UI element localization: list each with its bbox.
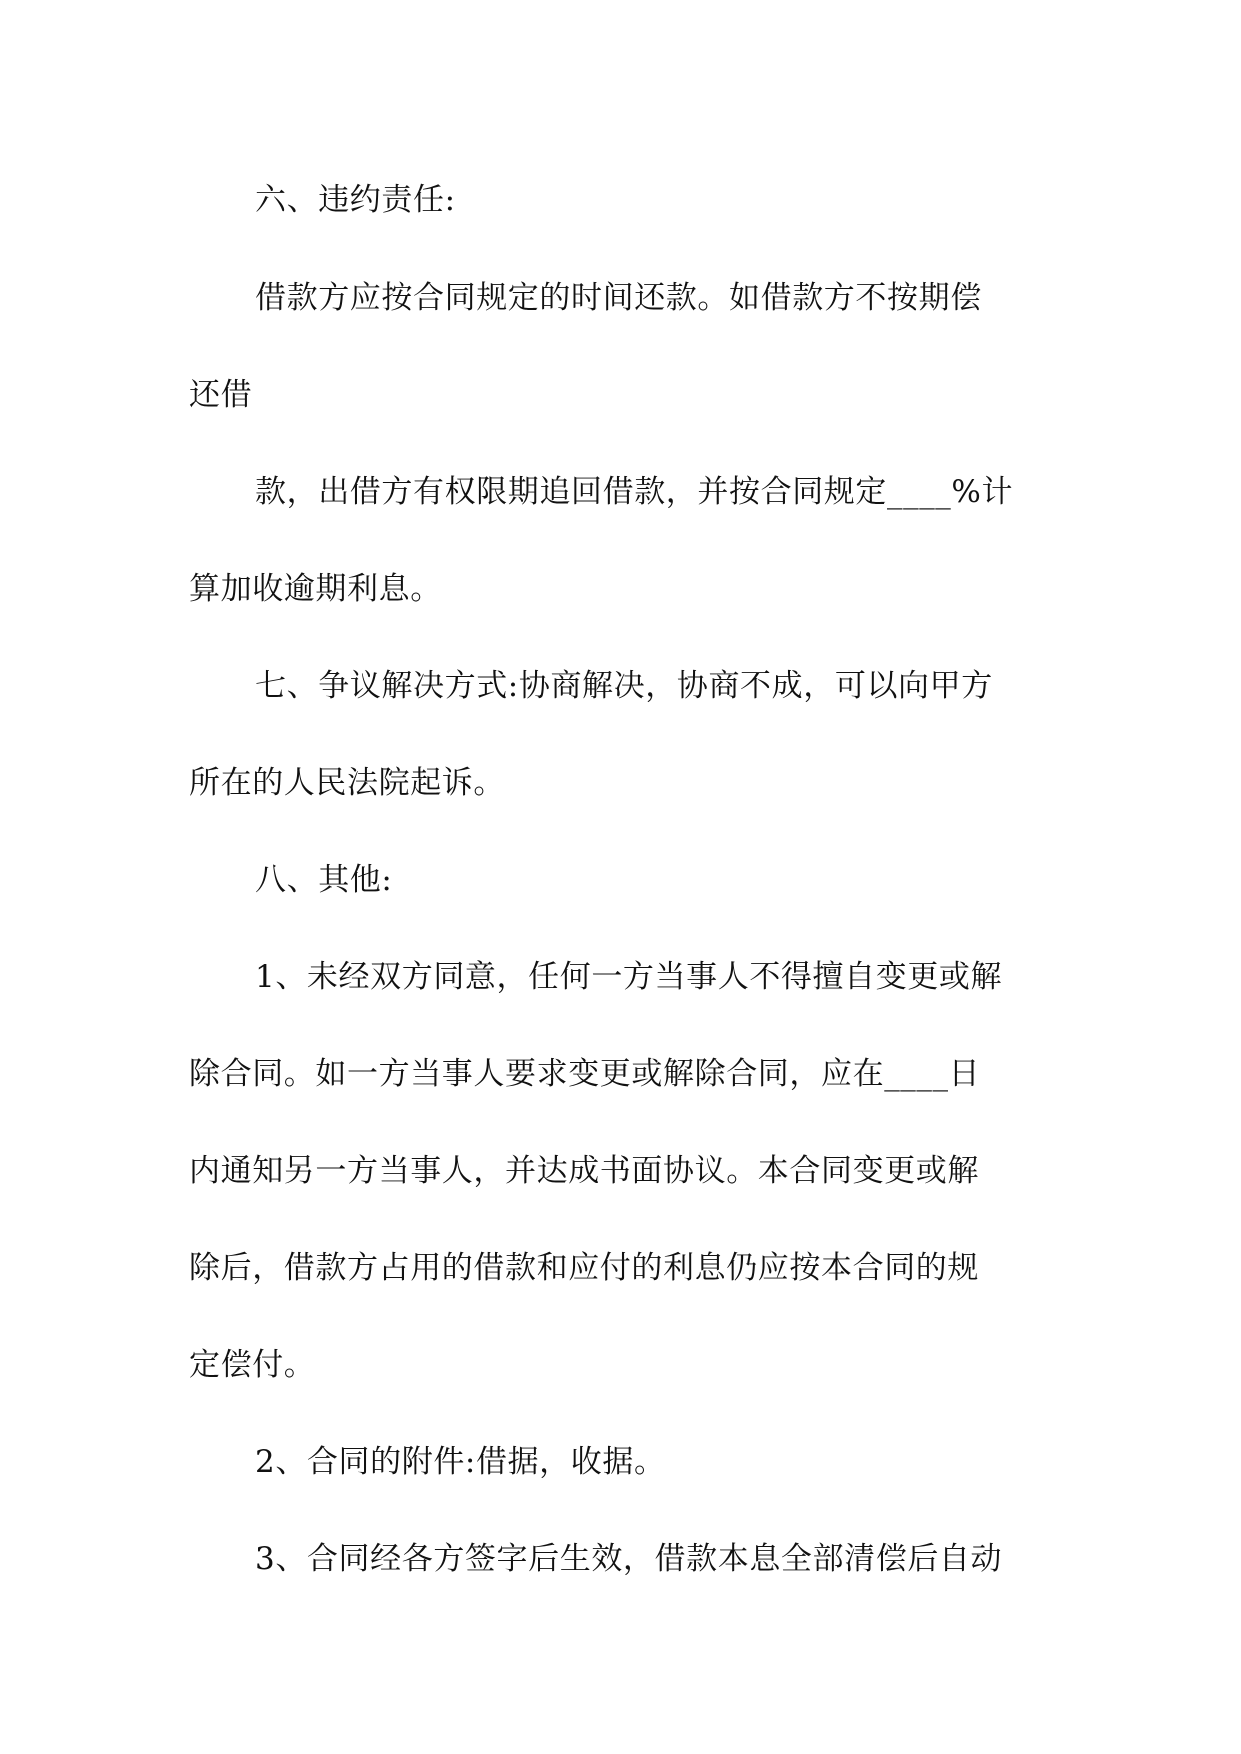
clause-1-line: 内通知另一方当事人，并达成书面协议。本合同变更或解 xyxy=(189,1153,979,1189)
clause-1-line: 定偿付。 xyxy=(189,1347,316,1383)
paragraph-line: 款，出借方有权限期追回借款，并按合同规定____%计 xyxy=(255,474,1014,510)
clause-1-line: 除后，借款方占用的借款和应付的利息仍应按本合同的规 xyxy=(189,1250,979,1286)
paragraph-line: 借款方应按合同规定的时间还款。如借款方不按期偿 xyxy=(255,280,982,316)
clause-3-line: 3、合同经各方签字后生效，借款本息全部清偿后自动 xyxy=(255,1541,1003,1577)
section-heading-dispute-resolution: 七、争议解决方式:协商解决，协商不成，可以向甲方 xyxy=(255,668,993,704)
paragraph-line: 所在的人民法院起诉。 xyxy=(189,765,505,801)
clause-1-line: 1、未经双方同意，任何一方当事人不得擅自变更或解 xyxy=(255,959,1003,995)
section-heading-other: 八、其他: xyxy=(255,862,393,898)
clause-1-line: 除合同。如一方当事人要求变更或解除合同，应在____日 xyxy=(189,1056,981,1092)
paragraph-line: 算加收逾期利息。 xyxy=(189,571,442,607)
section-heading-breach-liability: 六、违约责任: xyxy=(255,182,456,218)
paragraph-line: 还借 xyxy=(189,377,253,413)
clause-2-line: 2、合同的附件:借据，收据。 xyxy=(255,1444,666,1480)
